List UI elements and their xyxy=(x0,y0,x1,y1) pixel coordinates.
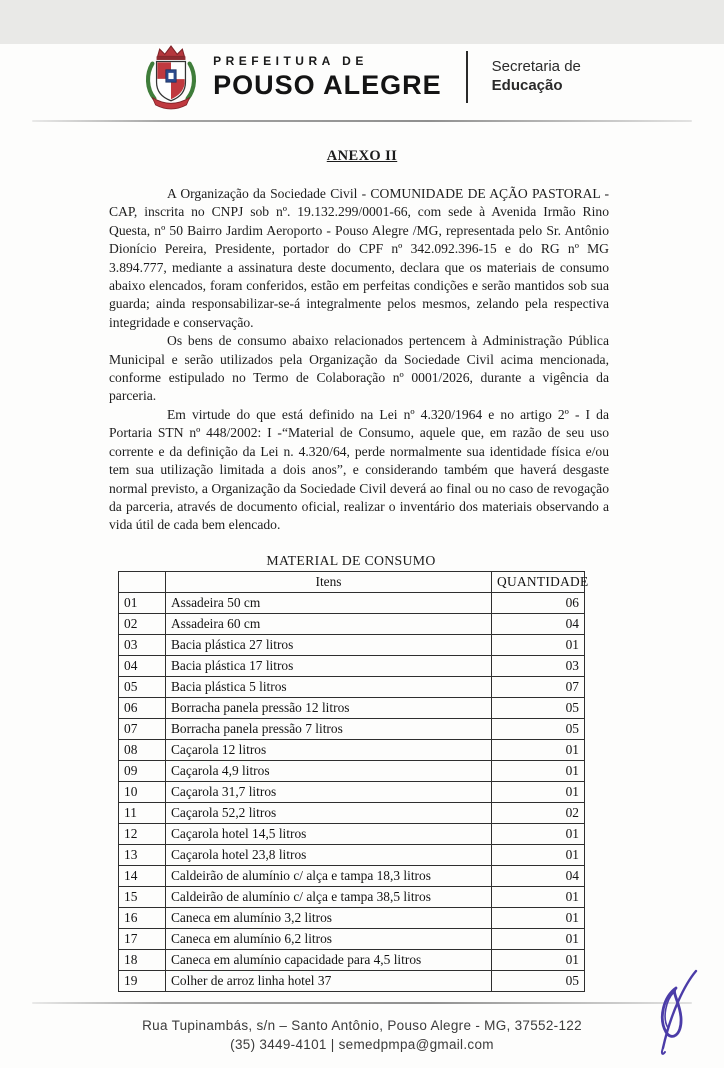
paragraph-ownership: Os bens de consumo abaixo relacionados pertencem à Administração Pública Municipal e serão utilizados pela Organização da Sociedade Civil acima mencionada, conforme estipulado no Termo de Colaboração nº 0001/2026, durante a vigência da parceria. xyxy=(109,333,609,404)
footer-address: Rua Tupinambás, s/n – Santo Antônio, Pouso Alegre - MG, 37552-122 xyxy=(142,1017,582,1033)
row-item: Assadeira 50 cm xyxy=(166,592,492,613)
row-item: Caneca em alumínio capacidade para 4,5 litros xyxy=(166,949,492,970)
row-item: Caçarola 4,9 litros xyxy=(166,760,492,781)
row-item: Caneca em alumínio 3,2 litros xyxy=(166,907,492,928)
row-item: Borracha panela pressão 12 litros xyxy=(166,697,492,718)
table-row xyxy=(119,844,585,865)
row-item: Colher de arroz linha hotel 37 xyxy=(166,970,492,991)
row-quantity: 06 xyxy=(492,592,585,613)
table-row xyxy=(119,886,585,907)
document-body xyxy=(109,185,609,535)
paragraph-declaration: A Organização da Sociedade Civil - COMUNIDADE DE AÇÃO PASTORAL - CAP, inscrita no CNPJ sob nº. 19.132.299/0001-66, com sede à Avenida Irmão Rino Questa, nº 50 Bairro Jardim Aeroporto - Pouso Alegre /MG, representada pelo Sr. Antônio Dionício Pereira, Presidente, portador do CPF nº 342.092.396-15 e do RG nº MG 3.894.777, mediante a assinatura deste documento, declara que os materiais de consumo abaixo elencados, foram conferidos, estão em perfeitas condições e serão mantidos sob sua guarda; ainda responsabilizar-se-á integralmente pelos mesmos, zelando pela respectiva integridade e conservação. xyxy=(109,186,609,330)
row-number: 14 xyxy=(119,865,166,886)
row-item: Bacia plástica 27 litros xyxy=(166,634,492,655)
brand-line2: POUSO ALEGRE xyxy=(213,70,442,100)
row-number: 04 xyxy=(119,655,166,676)
table-row xyxy=(119,949,585,970)
row-quantity: 01 xyxy=(492,823,585,844)
row-quantity: 04 xyxy=(492,865,585,886)
table-row xyxy=(119,613,585,634)
header-cell-number xyxy=(119,571,166,592)
table-row xyxy=(119,907,585,928)
table-row xyxy=(119,781,585,802)
row-number: 19 xyxy=(119,970,166,991)
row-quantity: 01 xyxy=(492,781,585,802)
row-quantity: 07 xyxy=(492,676,585,697)
row-quantity: 01 xyxy=(492,886,585,907)
paragraph-legal-basis: Em virtude do que está definido na Lei nº 4.320/1964 e no artigo 2º - I da Portaria STN nº 448/2002: I -“Material de Consumo, aquele que, em razão de seu uso corrente e da definição da Lei n. 4.320/64, perde normalmente sua identidade física e/ou tem sua utilização limitada a dois anos”, e considerando também que haverá desgaste normal previsto, a Organização da Sociedade Civil deverá ao final ou no caso de revogação da parceria, através de documento oficial, realizar o inventário dos materiais observando a vida útil de cada bem elencado. xyxy=(109,406,609,533)
row-quantity: 01 xyxy=(492,760,585,781)
row-quantity: 01 xyxy=(492,739,585,760)
table-row xyxy=(119,802,585,823)
table-title: MATERIAL DE CONSUMO xyxy=(266,552,436,568)
row-number: 01 xyxy=(119,592,166,613)
scanned-document-page xyxy=(0,44,724,1068)
page-title xyxy=(0,148,724,165)
row-number: 16 xyxy=(119,907,166,928)
row-quantity: 01 xyxy=(492,634,585,655)
table-row xyxy=(119,760,585,781)
header-cell-itens: Itens xyxy=(166,571,492,592)
row-item: Caldeirão de alumínio c/ alça e tampa 38,5 litros xyxy=(166,886,492,907)
row-quantity: 01 xyxy=(492,907,585,928)
table-row xyxy=(119,970,585,991)
row-item: Assadeira 60 cm xyxy=(166,613,492,634)
row-number: 15 xyxy=(119,886,166,907)
row-number: 02 xyxy=(119,613,166,634)
table-row xyxy=(119,676,585,697)
table-row xyxy=(119,739,585,760)
table-row xyxy=(119,634,585,655)
row-number: 18 xyxy=(119,949,166,970)
letterhead xyxy=(0,44,724,110)
department-name xyxy=(492,58,581,96)
row-number: 09 xyxy=(119,760,166,781)
row-item: Caçarola hotel 23,8 litros xyxy=(166,844,492,865)
table-row xyxy=(119,928,585,949)
row-quantity: 01 xyxy=(492,844,585,865)
row-number: 10 xyxy=(119,781,166,802)
row-item: Bacia plástica 17 litros xyxy=(166,655,492,676)
row-number: 03 xyxy=(119,634,166,655)
table-header-row xyxy=(119,571,585,592)
table-row xyxy=(119,697,585,718)
row-item: Caçarola 52,2 litros xyxy=(166,802,492,823)
row-number: 11 xyxy=(119,802,166,823)
row-item: Borracha panela pressão 7 litros xyxy=(166,718,492,739)
row-quantity: 01 xyxy=(492,928,585,949)
table-row xyxy=(119,655,585,676)
row-number: 12 xyxy=(119,823,166,844)
row-number: 17 xyxy=(119,928,166,949)
row-item: Caldeirão de alumínio c/ alça e tampa 18,3 litros xyxy=(166,865,492,886)
row-quantity: 04 xyxy=(492,613,585,634)
row-quantity: 05 xyxy=(492,718,585,739)
row-number: 13 xyxy=(119,844,166,865)
row-quantity: 01 xyxy=(492,949,585,970)
table-row xyxy=(119,592,585,613)
table-row xyxy=(119,823,585,844)
material-consumo-table xyxy=(118,571,589,992)
row-item: Caçarola 12 litros xyxy=(166,739,492,760)
table-row xyxy=(119,865,585,886)
handwritten-signature xyxy=(638,968,710,1060)
table-row xyxy=(119,718,585,739)
page-title-text: ANEXO II xyxy=(326,148,398,164)
footer-contact: (35) 3449-4101 | semedpmpa@gmail.com xyxy=(230,1036,494,1052)
header-cell-quantidade: QUANTIDADE xyxy=(492,571,585,592)
consumo-table-body xyxy=(119,592,585,991)
row-item: Caçarola hotel 14,5 litros xyxy=(166,823,492,844)
coat-of-arms-logo xyxy=(143,45,199,109)
footer xyxy=(0,1018,724,1052)
row-number: 08 xyxy=(119,739,166,760)
footer-rule xyxy=(32,1002,692,1004)
row-quantity: 02 xyxy=(492,802,585,823)
city-hall-brand xyxy=(213,55,442,99)
row-quantity: 05 xyxy=(492,970,585,991)
row-number: 05 xyxy=(119,676,166,697)
row-number: 06 xyxy=(119,697,166,718)
dept-line1: Secretaria de xyxy=(491,58,581,76)
row-item: Caçarola 31,7 litros xyxy=(166,781,492,802)
row-number: 07 xyxy=(119,718,166,739)
row-item: Caneca em alumínio 6,2 litros xyxy=(166,928,492,949)
row-item: Bacia plástica 5 litros xyxy=(166,676,492,697)
brand-line1: PREFEITURA DE xyxy=(213,54,368,68)
row-quantity: 03 xyxy=(492,655,585,676)
header-rule xyxy=(32,120,692,122)
dept-line2: Educação xyxy=(491,77,563,94)
row-quantity: 05 xyxy=(492,697,585,718)
header-divider xyxy=(466,51,468,103)
